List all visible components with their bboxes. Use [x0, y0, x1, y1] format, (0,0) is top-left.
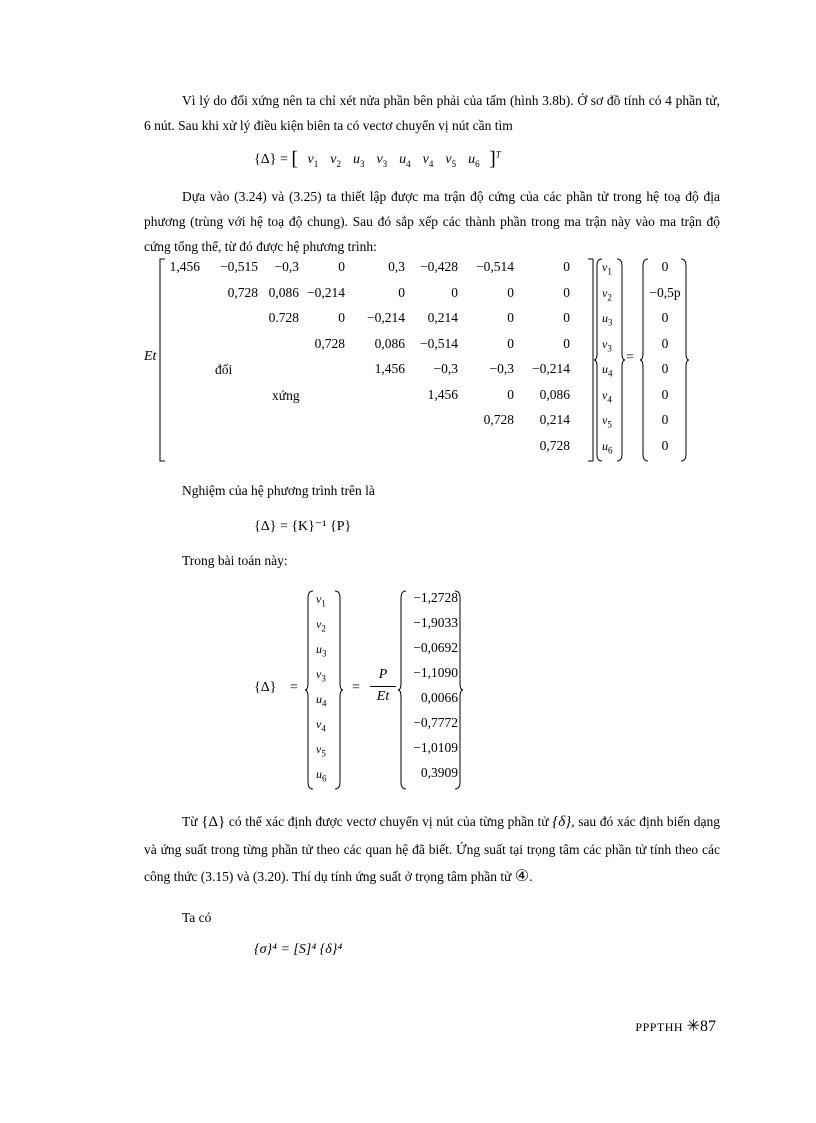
matrix-cell: −0,514	[420, 336, 458, 351]
result-value: −1,2728	[413, 590, 458, 605]
variable-v2: $v_2$	[330, 152, 341, 169]
matrix-left-bracket	[158, 258, 168, 462]
variable-v1: $v_1$	[602, 260, 612, 277]
element-paragraph	[144, 808, 720, 890]
variable-u6: $u_6$	[316, 767, 327, 784]
p3-t1: Từ	[182, 814, 198, 829]
matrix-cell: 1,456	[427, 387, 458, 402]
matrix-cell: −0,3	[433, 361, 458, 376]
matrix-cell: 0,728	[483, 412, 514, 427]
matrix-cell: 0,086	[539, 387, 570, 402]
symmetric-word-1: đối	[215, 362, 233, 377]
variable-v3: $v_3$	[376, 152, 388, 169]
matrix-cell: 0	[563, 259, 570, 274]
matrix-cell: 0	[398, 285, 405, 300]
rhs-value: 0	[661, 412, 669, 427]
variable-u4: $u_4$	[316, 692, 327, 709]
result-value: −0,0692	[413, 640, 458, 655]
unknowns-right-brace	[616, 258, 626, 462]
matrix-cell: 0	[563, 285, 570, 300]
rhs-value: 0	[661, 361, 669, 376]
variable-v5: $v_5$	[602, 413, 612, 430]
variable-v5: $v_5$	[445, 152, 457, 169]
matrix-cell: 0,728	[314, 336, 345, 351]
result-value: 0,3909	[420, 765, 458, 780]
variable-v4: $v_4$	[602, 388, 612, 405]
matrix-cell: 0,3	[388, 259, 405, 274]
stiffness-paragraph	[144, 184, 720, 259]
equation-solution: {Δ} = {K}⁻¹ {P}	[254, 519, 352, 534]
asterisk-icon: ✳	[686, 1018, 700, 1035]
fraction-bar	[370, 686, 396, 687]
p3-delta: {Δ}	[201, 814, 226, 830]
equation-stress: {σ}⁴ = [S]⁴ {δ}⁴	[254, 942, 343, 957]
variable-v2: $v_2$	[602, 286, 612, 303]
matrix-cell: −0,214	[532, 361, 570, 376]
solution-intro: Nghiệm của hệ phương trình trên là	[182, 483, 375, 498]
rhs-value: 0	[661, 259, 669, 274]
matrix-cell: −0,214	[367, 310, 405, 325]
variable-v5: $v_5$	[316, 742, 326, 759]
result-vars-left-brace	[305, 590, 315, 790]
result-value: −0,7772	[413, 715, 458, 730]
rhs-value: 0	[661, 438, 669, 453]
intro-paragraph	[144, 88, 720, 138]
result-value: −1,9033	[413, 615, 458, 630]
intro-text: Vì lý do đối xứng nên ta chỉ xét nửa phần bên phải của tấm (hình 3.8b). Ở sơ đồ tính có 4 phần tử, 6 nút. Sau khi xử lý điều kiện biên ta có vectơ chuyển vị nút cần tìm	[144, 93, 720, 133]
result-value: −1,0109	[413, 740, 458, 755]
rhs-value: 0	[661, 336, 669, 351]
variable-v1: $v_1$	[307, 152, 319, 169]
page-number: 87	[700, 1018, 716, 1035]
result-vars-right-brace	[334, 590, 344, 790]
transpose-sup: T	[495, 149, 501, 160]
eq3-lhs: {Δ}	[254, 680, 277, 695]
matrix-cell: 0,214	[427, 310, 458, 325]
matrix-cell: 0,086	[374, 336, 405, 351]
matrix-cell: −0,3	[489, 361, 514, 376]
p3-delta-small: {δ}	[552, 814, 572, 830]
matrix-cell: 0	[507, 387, 514, 402]
fraction-denominator: Et	[376, 689, 390, 704]
eq1-vars	[302, 152, 486, 167]
matrix-cell: 1,456	[374, 361, 405, 376]
eq1-lhs: {Δ} =	[254, 152, 288, 167]
variable-v4: $v_4$	[422, 152, 434, 169]
matrix-cell: 0,728	[227, 285, 258, 300]
eq3-equals-1: =	[290, 680, 298, 695]
page-footer	[635, 1016, 716, 1036]
matrix-cell: 0	[563, 310, 570, 325]
result-value: −1,1090	[413, 665, 458, 680]
matrix-cell: 0,214	[539, 412, 570, 427]
matrix-cell: 0	[451, 285, 458, 300]
variable-u6: $u_6$	[468, 152, 480, 169]
close-bracket: ]	[489, 148, 496, 170]
matrix-cell: 0,728	[539, 438, 570, 453]
eq3-equals-2: =	[352, 680, 360, 695]
footer-prefix: PPPTHH	[635, 1020, 684, 1034]
open-bracket: [	[291, 148, 299, 170]
matrix-cell: 0	[507, 336, 514, 351]
matrix-cell: 0	[338, 310, 345, 325]
matrix-cell: −0,515	[220, 259, 258, 274]
variable-u3: $u_3$	[602, 311, 613, 328]
problem-intro: Trong bài toán này:	[182, 553, 288, 568]
rhs-value: 0	[661, 310, 669, 325]
matrix-cell: −0,214	[307, 285, 345, 300]
system-equals: =	[626, 350, 634, 365]
fraction-numerator: P	[378, 667, 388, 682]
factor-et: Et	[144, 349, 157, 364]
p3-t4: .	[529, 869, 533, 884]
variable-u4: $u_4$	[602, 362, 613, 379]
variable-v2: $v_2$	[316, 617, 326, 634]
variable-v4: $v_4$	[316, 717, 326, 734]
matrix-cell: −0,514	[476, 259, 514, 274]
variable-u4: $u_4$	[399, 152, 411, 169]
matrix-cell: 0	[507, 285, 514, 300]
circled-four: ④	[514, 868, 530, 885]
variable-u3: $u_3$	[352, 152, 365, 169]
stiffness-text: Dựa vào (3.24) và (3.25) ta thiết lập được ma trận độ cứng của các phần tử trong hệ toạ độ địa phương (trùng với hệ toạ độ chung). Sau đó sắp xếp các thành phần trong ma trận này vào ma trận độ cứng tổng thể, từ đó được hệ phương trình:	[144, 189, 720, 254]
variable-u3: $u_3$	[316, 642, 327, 659]
element-text	[144, 808, 720, 890]
p3-t3: , sau đó xác định biến dạng và ứng suất trong từng phần tử theo các quan hệ đã biết. Ứng suất tại trọng tâm các phần tử tính theo các công thức (3.15) và (3.20). Thí dụ tính ứng suất ở trọng tâm phần tử	[144, 814, 721, 884]
variable-v3: $v_3$	[316, 667, 326, 684]
rhs-value: 0	[661, 387, 669, 402]
p3-t2: có thể xác định được vectơ chuyển vị nút của từng phần tử	[228, 814, 549, 829]
symmetric-word-2: xứng	[272, 388, 300, 403]
matrix-cell: 1,456	[169, 259, 200, 274]
matrix-cell: 0	[338, 259, 345, 274]
matrix-cell: −0,3	[274, 259, 299, 274]
variable-u6: $u_6$	[602, 439, 613, 456]
ta-co: Ta có	[182, 910, 212, 925]
matrix-cell: 0	[507, 310, 514, 325]
result-value: 0,0066	[420, 690, 458, 705]
matrix-cell: 0.728	[268, 310, 299, 325]
variable-v1: $v_1$	[316, 592, 326, 609]
equation-displacement-vector	[254, 148, 501, 171]
matrix-cell: −0,428	[420, 259, 458, 274]
variable-v3: $v_3$	[602, 337, 612, 354]
matrix-cell: 0,086	[268, 285, 299, 300]
matrix-cell: 0	[563, 336, 570, 351]
rhs-value: −0,5p	[649, 285, 681, 300]
